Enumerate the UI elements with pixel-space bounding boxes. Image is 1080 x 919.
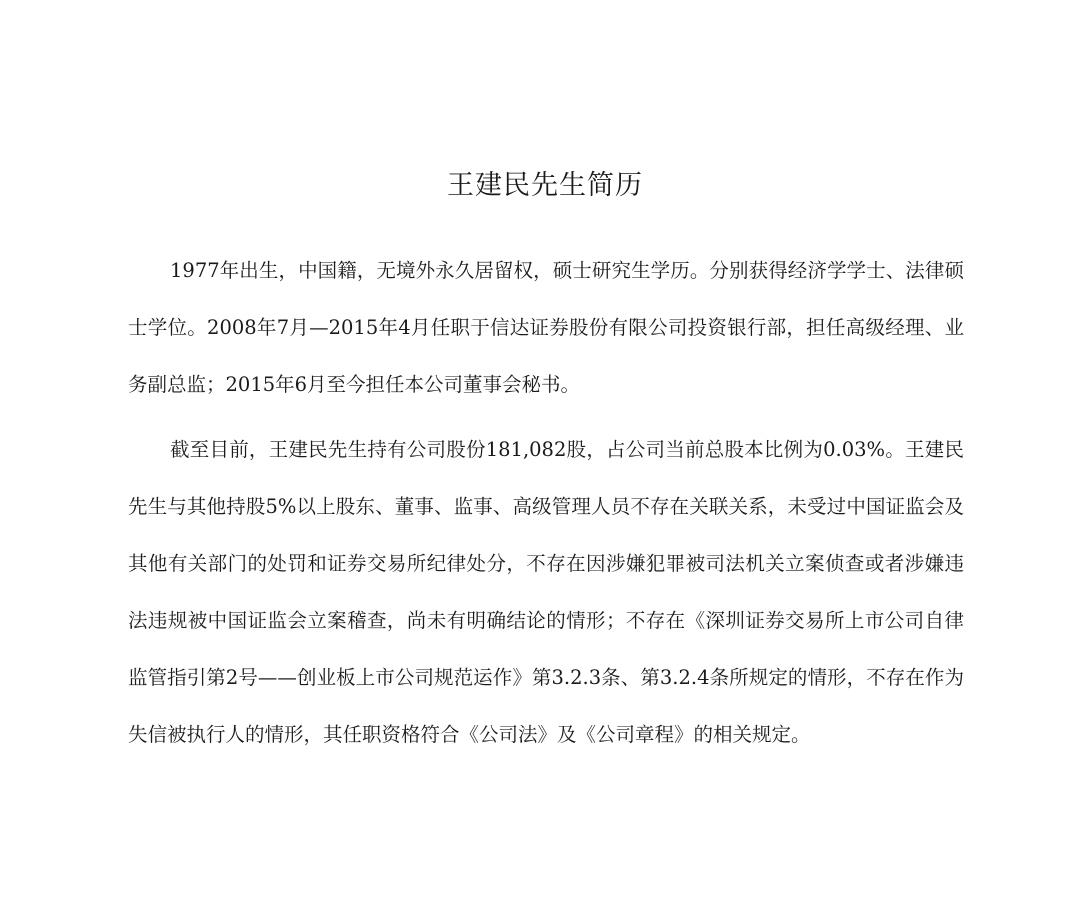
resume-paragraph-background: 1977年出生，中国籍，无境外永久居留权，硕士研究生学历。分别获得经济学学士、法律硕士学位。2008年7月—2015年4月任职于信达证券股份有限公司投资银行部，担任高级经理、业务副总监；2015年6月至今担任本公司董事会秘书。 (128, 259, 964, 396)
page-title: 王建民先生简历 (447, 170, 643, 201)
resume-paragraph-disclosure: 截至目前，王建民先生持有公司股份181,082股，占公司当前总股本比例为0.03%。王建民先生与其他持股5%以上股东、董事、监事、高级管理人员不存在关联关系，未受过中国证监会及其他有关部门的处罚和证券交易所纪律处分，不存在因涉嫌犯罪被司法机关立案侦查或者涉嫌违法违规被中国证监会立案稽查，尚未有明确结论的情形；不存在《深圳证券交易所上市公司自律监管指引第2号——创业板上市公司规范运作》第3.2.3条、第3.2.4条所规定的情形，不存在作为失信被执行人的情形，其任职资格符合《公司法》及《公司章程》的相关规定。 (128, 438, 964, 746)
